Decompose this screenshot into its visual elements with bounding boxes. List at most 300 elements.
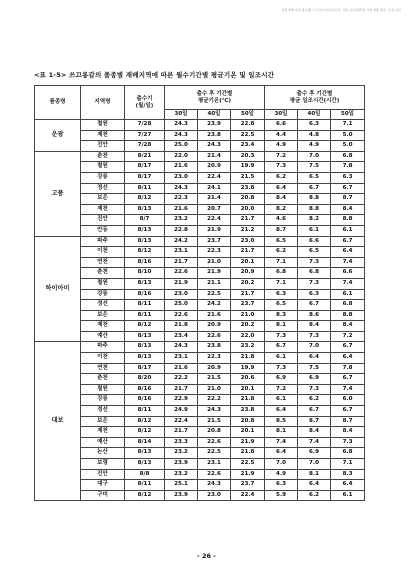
temp-40-cell: 22.6 <box>198 469 231 480</box>
sun-50-cell: 6.7 <box>331 236 365 247</box>
temperature-group-header <box>165 86 265 110</box>
sun-50-cell: 7.4 <box>331 384 365 395</box>
region-cell: 제천 <box>81 321 125 332</box>
region-cell: 제천 <box>81 130 125 141</box>
sun-30-cell: 8.4 <box>265 194 298 205</box>
temp-40-cell: 22.3 <box>198 353 231 364</box>
temp-40-cell: 20.8 <box>198 427 231 438</box>
harvest-date-cell: 8/16 <box>125 395 165 406</box>
temp-50-cell: 22.5 <box>231 459 265 470</box>
table-row <box>35 183 365 194</box>
sun-40-cell: 6.1 <box>298 225 331 236</box>
region-cell: 정선 <box>81 183 125 194</box>
sun-50-cell: 6.7 <box>331 183 365 194</box>
temp-50-cell: 19.9 <box>231 162 265 173</box>
temp-50-cell: 23.7 <box>231 480 265 491</box>
region-cell: 예산 <box>81 331 125 342</box>
sun-30-cell: 6.7 <box>265 342 298 353</box>
sun-50-cell: 7.1 <box>331 459 365 470</box>
temp-40-cell: 21.0 <box>198 384 231 395</box>
sun-50-cell: 6.1 <box>331 289 365 300</box>
temp-30-cell: 24.3 <box>165 120 198 131</box>
temp-30-cell: 24.3 <box>165 342 198 353</box>
temperature-group-header-line1: 출수 후 기간별 <box>196 90 233 97</box>
variety-cell: 하이아미 <box>35 236 81 342</box>
temp-50-cell: 21.8 <box>231 448 265 459</box>
temp-50-cell: 20.2 <box>231 278 265 289</box>
sun-40-cell: 7.5 <box>298 363 331 374</box>
sun-40-cell: 6.8 <box>298 268 331 279</box>
table-row <box>35 416 365 427</box>
sun-30-cell: 4.9 <box>265 141 298 152</box>
sunshine-group-header-line1: 출수 후 기간별 <box>296 90 333 97</box>
table-row <box>35 204 365 215</box>
sun-40-cell: 8.8 <box>298 204 331 215</box>
sun-40-cell: 6.7 <box>298 183 331 194</box>
temp-50-cell: 20.3 <box>231 151 265 162</box>
temp-30-cell: 23.9 <box>165 490 198 501</box>
sun-50-cell: 7.8 <box>331 363 365 374</box>
temp-50-cell: 20.8 <box>231 194 265 205</box>
sun-50-cell: 6.3 <box>331 172 365 183</box>
temp-50-cell: 22.8 <box>231 120 265 131</box>
sun-50-cell: 6.6 <box>331 268 365 279</box>
temp-40-cell: 23.8 <box>198 342 231 353</box>
table-row <box>35 247 365 258</box>
sun-30-cell: 8.1 <box>265 427 298 438</box>
sun-40-cell: 7.0 <box>298 342 331 353</box>
sun-30-cell: 6.9 <box>265 374 298 385</box>
temp-30-cell: 23.2 <box>165 448 198 459</box>
region-cell: 연천 <box>81 363 125 374</box>
temp-40-cell: 22.6 <box>198 331 231 342</box>
sun-40-cell: 8.4 <box>298 321 331 332</box>
temp-30-cell: 21.7 <box>165 384 198 395</box>
sunshine-group-header-line2: 평균 일조시간(시간) <box>289 97 340 104</box>
temp-period-40: 40일 <box>198 110 231 120</box>
sun-40-cell: 6.3 <box>298 289 331 300</box>
harvest-date-cell: 8/13 <box>125 448 165 459</box>
region-cell: 안동 <box>81 225 125 236</box>
temp-30-cell: 21.7 <box>165 257 198 268</box>
harvest-date-cell: 7/27 <box>125 130 165 141</box>
temp-50-cell: 20.1 <box>231 427 265 438</box>
temp-30-cell: 23.2 <box>165 215 198 226</box>
sun-40-cell: 8.7 <box>298 416 331 427</box>
sun-40-cell: 7.0 <box>298 459 331 470</box>
table-caption: <표 1-5> 쓰끄롱갈의 품종별 재배지역에 따른 월수기간별 평균기온 및 일조시간 <box>34 71 275 79</box>
region-cell: 논산 <box>81 448 125 459</box>
table-row <box>35 236 365 247</box>
region-cell: 보은 <box>81 194 125 205</box>
sun-30-cell: 7.1 <box>265 278 298 289</box>
sun-40-cell: 6.4 <box>298 353 331 364</box>
region-cell: 정선 <box>81 406 125 417</box>
temp-30-cell: 25.0 <box>165 141 198 152</box>
sun-50-cell: 6.8 <box>331 448 365 459</box>
sun-40-cell: 6.6 <box>298 236 331 247</box>
temp-50-cell: 21.8 <box>231 395 265 406</box>
harvest-date-cell: 8/21 <box>125 151 165 162</box>
region-cell: 강릉 <box>81 172 125 183</box>
table-row <box>35 437 365 448</box>
table-row <box>35 225 365 236</box>
sun-30-cell: 6.6 <box>265 120 298 131</box>
table-row <box>35 289 365 300</box>
temp-40-cell: 24.3 <box>198 141 231 152</box>
sun-30-cell: 4.4 <box>265 130 298 141</box>
table-row <box>35 395 365 406</box>
sun-30-cell: 6.2 <box>265 172 298 183</box>
sun-30-cell: 7.3 <box>265 363 298 374</box>
harvest-date-cell: 8/13 <box>125 331 165 342</box>
temp-30-cell: 21.9 <box>165 278 198 289</box>
sun-40-cell: 7.0 <box>298 151 331 162</box>
sun-period-30: 30일 <box>265 110 298 120</box>
sun-40-cell: 8.2 <box>298 215 331 226</box>
temp-40-cell: 22.5 <box>198 289 231 300</box>
table-row <box>35 384 365 395</box>
temp-30-cell: 25.0 <box>165 300 198 311</box>
sun-30-cell: 6.1 <box>265 395 298 406</box>
temp-40-cell: 22.4 <box>198 215 231 226</box>
table-row <box>35 331 365 342</box>
sun-30-cell: 5.9 <box>265 490 298 501</box>
sun-30-cell: 6.5 <box>265 300 298 311</box>
sun-30-cell: 4.6 <box>265 215 298 226</box>
temp-30-cell: 21.6 <box>165 204 198 215</box>
temperature-group-header-line2: 평균기온(℃) <box>198 97 231 104</box>
region-cell: 철원 <box>81 120 125 131</box>
temp-40-cell: 21.9 <box>198 225 231 236</box>
region-cell: 진안 <box>81 141 125 152</box>
harvest-date-header-line1: 출수기 <box>136 95 153 102</box>
sun-40-cell: 6.4 <box>298 480 331 491</box>
table-row <box>35 268 365 279</box>
sun-30-cell: 7.4 <box>265 437 298 448</box>
temp-50-cell: 21.9 <box>231 437 265 448</box>
region-cell: 진안 <box>81 469 125 480</box>
harvest-date-cell: 8/17 <box>125 162 165 173</box>
region-cell: 춘천 <box>81 268 125 279</box>
harvest-date-cell: 8/10 <box>125 268 165 279</box>
climate-table <box>34 85 365 501</box>
sun-period-40: 40일 <box>298 110 331 120</box>
temp-30-cell: 24.3 <box>165 183 198 194</box>
sun-50-cell: 6.0 <box>331 395 365 406</box>
sun-50-cell: 6.8 <box>331 300 365 311</box>
sun-40-cell: 8.6 <box>298 310 331 321</box>
sun-40-cell: 6.9 <box>298 374 331 385</box>
temp-40-cell: 20.9 <box>198 162 231 173</box>
table-body <box>35 120 365 501</box>
temp-period-50: 50일 <box>231 110 265 120</box>
sun-30-cell: 7.2 <box>265 151 298 162</box>
harvest-date-cell: 8/16 <box>125 257 165 268</box>
temp-40-cell: 20.7 <box>198 204 231 215</box>
harvest-date-header <box>125 86 165 120</box>
table-row <box>35 448 365 459</box>
temp-50-cell: 22.4 <box>231 490 265 501</box>
harvest-date-cell: 8/12 <box>125 247 165 258</box>
region-cell: 예산 <box>81 437 125 448</box>
sun-30-cell: 7.3 <box>265 331 298 342</box>
temp-30-cell: 22.6 <box>165 268 198 279</box>
region-cell: 철원 <box>81 162 125 173</box>
temp-50-cell: 21.8 <box>231 353 265 364</box>
region-cell: 철원 <box>81 384 125 395</box>
temp-30-cell: 23.2 <box>165 469 198 480</box>
temp-40-cell: 24.3 <box>198 406 231 417</box>
sun-50-cell: 7.2 <box>331 331 365 342</box>
temp-40-cell: 22.2 <box>198 395 231 406</box>
sun-30-cell: 8.2 <box>265 204 298 215</box>
sun-50-cell: 6.8 <box>331 151 365 162</box>
temp-50-cell: 23.8 <box>231 406 265 417</box>
sun-30-cell: 7.1 <box>265 257 298 268</box>
sun-50-cell: 6.4 <box>331 480 365 491</box>
temp-50-cell: 21.5 <box>231 172 265 183</box>
sun-40-cell: 7.3 <box>298 278 331 289</box>
temp-30-cell: 21.8 <box>165 321 198 332</box>
temp-30-cell: 22.8 <box>165 225 198 236</box>
sun-50-cell: 8.7 <box>331 194 365 205</box>
temp-50-cell: 21.7 <box>231 215 265 226</box>
region-cell: 철원 <box>81 278 125 289</box>
sun-40-cell: 7.4 <box>298 437 331 448</box>
sun-30-cell: 6.5 <box>265 236 298 247</box>
temp-50-cell: 20.1 <box>231 257 265 268</box>
temp-30-cell: 23.4 <box>165 331 198 342</box>
table-row <box>35 374 365 385</box>
table-row <box>35 363 365 374</box>
temp-50-cell: 20.8 <box>231 416 265 427</box>
table-row <box>35 480 365 491</box>
temp-40-cell: 21.4 <box>198 194 231 205</box>
table-row <box>35 141 365 152</box>
sun-50-cell: 6.4 <box>331 247 365 258</box>
table-row <box>35 151 365 162</box>
sun-50-cell: 6.1 <box>331 225 365 236</box>
temp-40-cell: 20.9 <box>198 363 231 374</box>
sun-50-cell: 8.7 <box>331 416 365 427</box>
temp-40-cell: 23.8 <box>198 130 231 141</box>
temp-40-cell: 21.1 <box>198 278 231 289</box>
temp-40-cell: 23.1 <box>198 459 231 470</box>
sun-40-cell: 6.5 <box>298 247 331 258</box>
region-cell: 제천 <box>81 427 125 438</box>
region-cell: 이천 <box>81 247 125 258</box>
table-row <box>35 278 365 289</box>
harvest-date-cell: 8/16 <box>125 289 165 300</box>
temp-40-cell: 22.4 <box>198 172 231 183</box>
sun-50-cell: 6.7 <box>331 406 365 417</box>
table-row <box>35 406 365 417</box>
temp-30-cell: 23.1 <box>165 247 198 258</box>
sun-30-cell: 8.1 <box>265 321 298 332</box>
temp-30-cell: 24.3 <box>165 130 198 141</box>
temp-30-cell: 23.1 <box>165 353 198 364</box>
sun-40-cell: 7.3 <box>298 257 331 268</box>
temp-50-cell: 23.8 <box>231 183 265 194</box>
table-row <box>35 300 365 311</box>
sun-30-cell: 6.8 <box>265 268 298 279</box>
temp-40-cell: 20.9 <box>198 321 231 332</box>
sun-40-cell: 6.3 <box>298 120 331 131</box>
sun-40-cell: 6.7 <box>298 300 331 311</box>
harvest-date-cell: 8/16 <box>125 384 165 395</box>
sun-30-cell: 6.4 <box>265 406 298 417</box>
temp-40-cell: 24.3 <box>198 480 231 491</box>
region-header: 지역명 <box>81 86 125 120</box>
sun-30-cell: 7.2 <box>265 384 298 395</box>
table-row <box>35 215 365 226</box>
temp-50-cell: 20.6 <box>231 374 265 385</box>
sun-50-cell: 8.8 <box>331 215 365 226</box>
temp-30-cell: 21.7 <box>165 427 198 438</box>
temp-30-cell: 21.6 <box>165 363 198 374</box>
temp-50-cell: 21.9 <box>231 469 265 480</box>
region-cell: 연천 <box>81 257 125 268</box>
sun-30-cell: 8.7 <box>265 225 298 236</box>
table-row <box>35 427 365 438</box>
harvest-date-cell: 8/13 <box>125 204 165 215</box>
temp-50-cell: 21.7 <box>231 289 265 300</box>
temp-50-cell: 21.7 <box>231 247 265 258</box>
temp-40-cell: 21.9 <box>198 268 231 279</box>
temp-50-cell: 21.2 <box>231 225 265 236</box>
temp-40-cell: 21.0 <box>198 257 231 268</box>
temp-50-cell: 23.4 <box>231 141 265 152</box>
temp-40-cell: 22.3 <box>198 247 231 258</box>
temp-50-cell: 23.0 <box>231 236 265 247</box>
harvest-date-cell: 7/28 <box>125 120 165 131</box>
sun-30-cell: 6.3 <box>265 480 298 491</box>
sun-50-cell: 6.1 <box>331 490 365 501</box>
temp-30-cell: 22.0 <box>165 151 198 162</box>
temp-30-cell: 23.3 <box>165 437 198 448</box>
temp-40-cell: 24.1 <box>198 183 231 194</box>
region-cell: 보령 <box>81 459 125 470</box>
harvest-date-cell: 8/13 <box>125 459 165 470</box>
sun-40-cell: 6.9 <box>298 448 331 459</box>
harvest-date-cell: 8/11 <box>125 300 165 311</box>
temp-30-cell: 23.9 <box>165 459 198 470</box>
table-row <box>35 162 365 173</box>
sun-30-cell: 6.4 <box>265 183 298 194</box>
sun-40-cell: 4.9 <box>298 141 331 152</box>
region-cell: 이천 <box>81 353 125 364</box>
region-cell: 파주 <box>81 342 125 353</box>
sun-50-cell: 8.4 <box>331 427 365 438</box>
variety-cell: 운광 <box>35 120 81 152</box>
table-row <box>35 459 365 470</box>
table-row <box>35 469 365 480</box>
harvest-date-cell: 8/20 <box>125 374 165 385</box>
region-cell: 보은 <box>81 416 125 427</box>
harvest-date-cell: 8/13 <box>125 225 165 236</box>
region-cell: 춘천 <box>81 374 125 385</box>
harvest-date-cell: 8/13 <box>125 353 165 364</box>
variety-cell: 고품 <box>35 151 81 236</box>
temp-50-cell: 20.1 <box>231 384 265 395</box>
sun-50-cell: 7.1 <box>331 120 365 131</box>
table-row <box>35 130 365 141</box>
sun-period-50: 50일 <box>331 110 365 120</box>
table-row <box>35 310 365 321</box>
region-cell: 강릉 <box>81 289 125 300</box>
sun-30-cell: 4.9 <box>265 469 298 480</box>
table-row <box>35 490 365 501</box>
temp-50-cell: 19.9 <box>231 363 265 374</box>
sun-50-cell: 8.4 <box>331 204 365 215</box>
sun-40-cell: 8.8 <box>298 194 331 205</box>
sun-50-cell: 7.8 <box>331 162 365 173</box>
table-row <box>35 120 365 131</box>
page-number: - 26 - <box>197 552 216 560</box>
region-cell: 정선 <box>81 300 125 311</box>
sun-50-cell: 6.7 <box>331 342 365 353</box>
temp-30-cell: 22.4 <box>165 416 198 427</box>
temp-30-cell: 24.9 <box>165 406 198 417</box>
table-row <box>35 257 365 268</box>
temp-40-cell: 22.5 <box>198 448 231 459</box>
sun-40-cell: 7.3 <box>298 331 331 342</box>
sun-30-cell: 6.4 <box>265 448 298 459</box>
temp-40-cell: 23.9 <box>198 120 231 131</box>
sun-50-cell: 7.3 <box>331 437 365 448</box>
sun-40-cell: 6.2 <box>298 395 331 406</box>
sun-50-cell: 7.4 <box>331 278 365 289</box>
sun-30-cell: 6.1 <box>265 353 298 364</box>
temp-50-cell: 23.7 <box>231 300 265 311</box>
harvest-date-cell: 8/13 <box>125 278 165 289</box>
table-header <box>35 86 365 120</box>
harvest-date-cell: 8/11 <box>125 310 165 321</box>
harvest-date-cell: 8/13 <box>125 342 165 353</box>
sun-50-cell: 8.4 <box>331 321 365 332</box>
harvest-date-cell: 8/11 <box>125 480 165 491</box>
sun-30-cell: 7.0 <box>265 459 298 470</box>
region-cell: 파주 <box>81 236 125 247</box>
harvest-date-cell: 8/8 <box>125 469 165 480</box>
temp-40-cell: 22.6 <box>198 437 231 448</box>
running-header: 작물 재배 적지 및 수확 시기 분석 연구보고서 · 과수 및 원예작물 기상 영향 평가 · 부록 자료 <box>281 8 401 12</box>
temp-40-cell: 21.5 <box>198 416 231 427</box>
region-cell: 보은 <box>81 310 125 321</box>
temp-50-cell: 20.9 <box>231 268 265 279</box>
harvest-date-cell: 7/28 <box>125 141 165 152</box>
temp-30-cell: 22.9 <box>165 395 198 406</box>
temp-50-cell: 21.0 <box>231 310 265 321</box>
temp-50-cell: 20.2 <box>231 321 265 332</box>
region-cell: 강릉 <box>81 395 125 406</box>
sun-50-cell: 7.4 <box>331 257 365 268</box>
temp-40-cell: 23.0 <box>198 490 231 501</box>
table-row <box>35 321 365 332</box>
variety-header: 품종명 <box>35 86 81 120</box>
temp-40-cell: 21.4 <box>198 151 231 162</box>
harvest-date-cell: 8/13 <box>125 236 165 247</box>
region-cell: 진안 <box>81 215 125 226</box>
harvest-date-cell: 8/14 <box>125 437 165 448</box>
variety-cell: 대보 <box>35 342 81 501</box>
temp-50-cell: 22.0 <box>231 331 265 342</box>
table-row <box>35 172 365 183</box>
region-cell: 대구 <box>81 480 125 491</box>
table-row <box>35 353 365 364</box>
sun-30-cell: 6.2 <box>265 247 298 258</box>
